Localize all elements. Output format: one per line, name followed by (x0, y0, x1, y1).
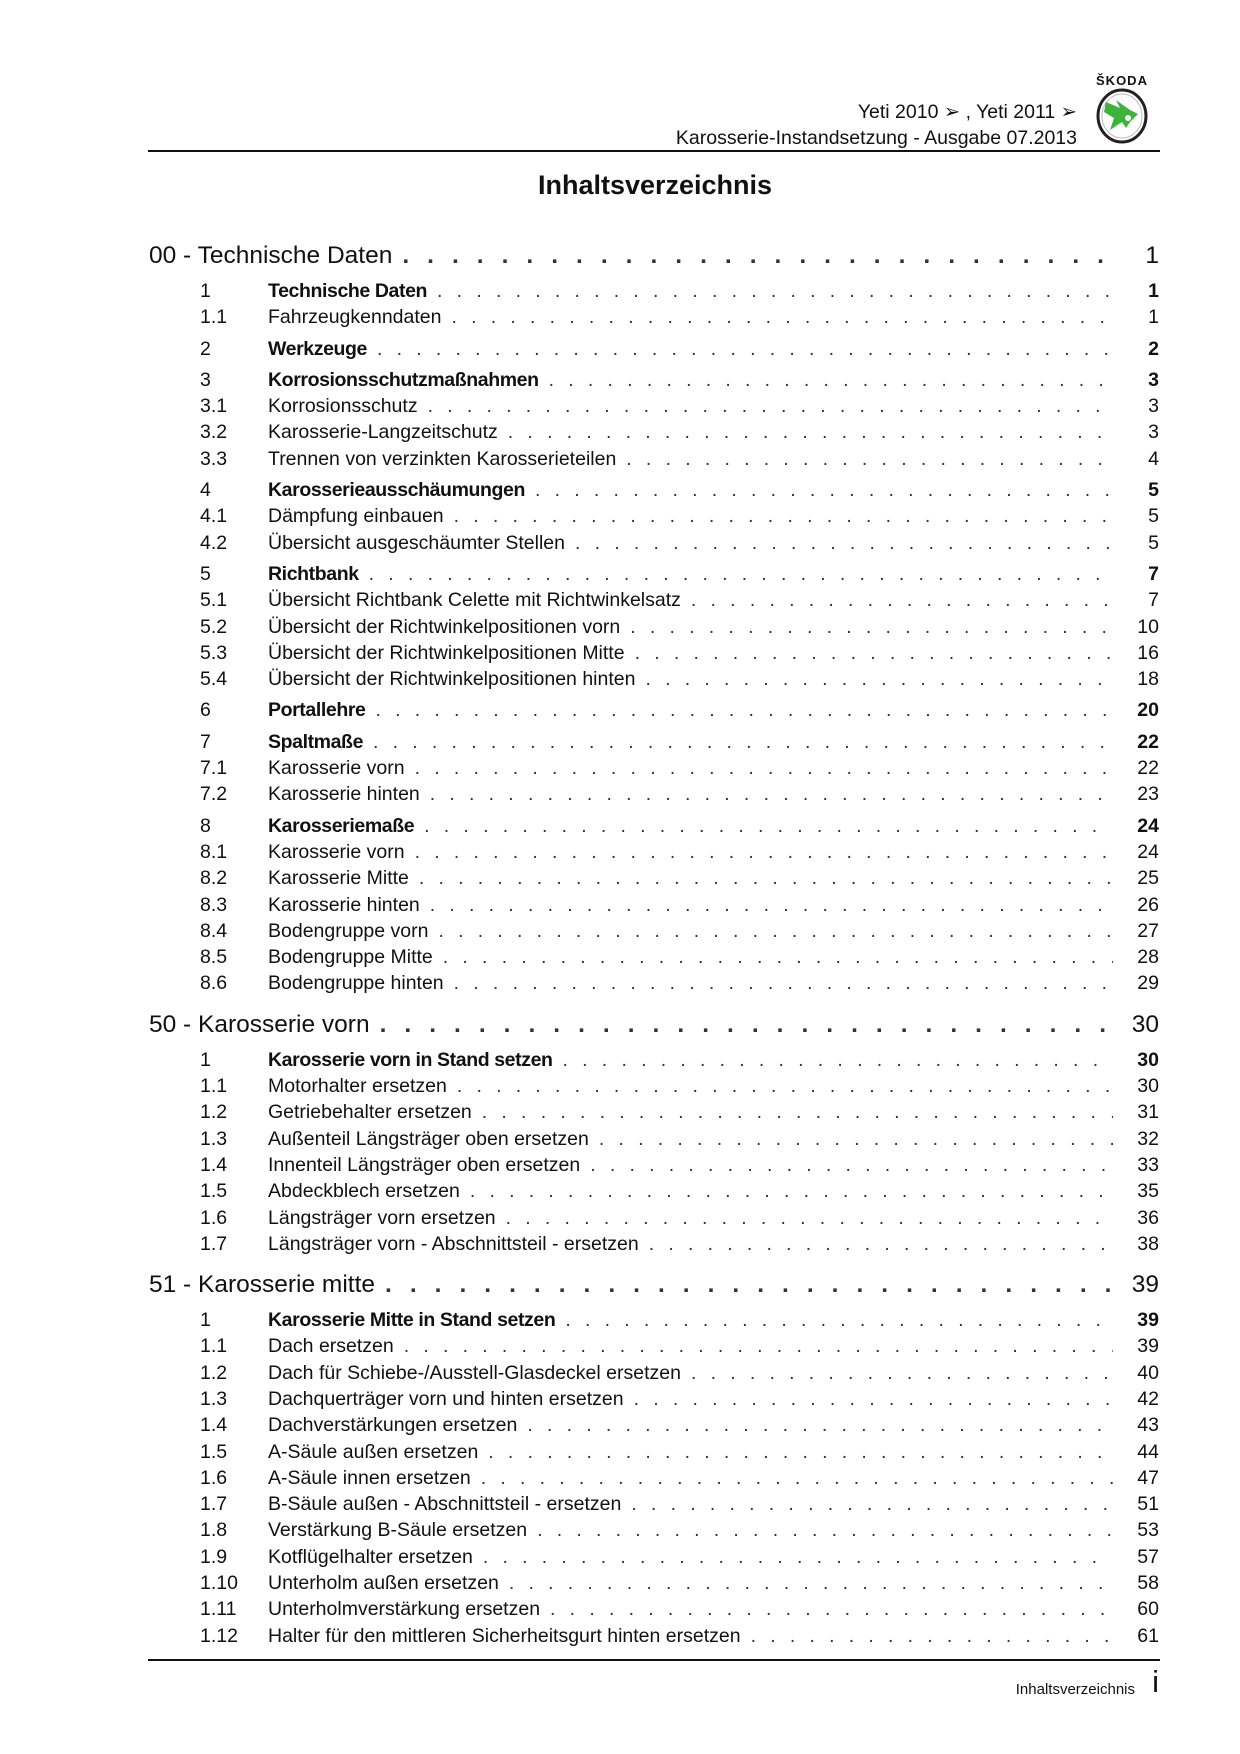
entry-page: 18 (1137, 668, 1159, 691)
entry-number: 8.1 (200, 840, 228, 863)
toc-entry-sub[interactable] (149, 668, 1159, 694)
entry-number: 1 (200, 280, 211, 302)
entry-label: B-Säule außen - Abschnittsteil - ersetzen (268, 1493, 622, 1516)
entry-label: Dach für Schiebe-/Ausstell-Glasdeckel ersetzen (268, 1361, 681, 1384)
brand-wordmark: ŠKODA (1096, 73, 1148, 88)
entry-number: 1.3 (200, 1387, 228, 1410)
toc-entry-sub[interactable] (149, 589, 1159, 615)
toc-entry-sub[interactable] (149, 946, 1159, 972)
entry-label: Längsträger vorn ersetzen (268, 1206, 496, 1229)
toc-entry-sub[interactable] (149, 1493, 1159, 1519)
entry-number: 5 (200, 562, 211, 585)
entry-number: 1.1 (200, 1335, 228, 1358)
entry-page: 36 (1137, 1206, 1159, 1229)
entry-page: 3 (1148, 421, 1159, 444)
toc-entry-chap[interactable] (149, 242, 1159, 275)
entry-number: 1.6 (200, 1206, 228, 1229)
header-subtitle: Karosserie-Instandsetzung - Ausgabe 07.2013 (675, 127, 1077, 149)
entry-number: 7.1 (200, 757, 228, 780)
dot-leader (457, 1075, 1113, 1098)
skoda-logo (1086, 73, 1158, 149)
dot-leader (454, 972, 1113, 995)
toc-entry-sec[interactable] (149, 699, 1159, 725)
dot-leader (645, 668, 1113, 691)
toc-entry-sub[interactable] (149, 1207, 1159, 1233)
toc-entry-sec[interactable] (149, 815, 1159, 841)
entry-number: 4 (200, 479, 211, 502)
dot-leader (377, 338, 1113, 361)
entry-label: Richtbank (268, 562, 359, 585)
table-of-contents (149, 242, 1159, 1651)
entry-number: 3.1 (200, 395, 228, 418)
toc-entry-sec[interactable] (149, 280, 1159, 306)
entry-number: 3.2 (200, 421, 228, 444)
toc-entry-sub[interactable] (149, 1233, 1159, 1259)
toc-entry-sub[interactable] (149, 616, 1159, 642)
entry-label: Karosserie hinten (268, 783, 420, 806)
entry-label: Unterholmverstärkung ersetzen (268, 1598, 541, 1621)
entry-page: 40 (1137, 1361, 1159, 1384)
entry-number: 1.7 (200, 1232, 228, 1255)
dot-leader (430, 894, 1113, 917)
entry-page: 20 (1137, 699, 1159, 722)
header-models: Yeti 2010 ➢ , Yeti 2011 ➢ (857, 101, 1077, 123)
toc-entry-sec[interactable] (149, 563, 1159, 589)
entry-number: 5.3 (200, 641, 228, 664)
toc-entry-sec[interactable] (149, 338, 1159, 364)
toc-entry-sec[interactable] (149, 479, 1159, 505)
entry-label: Dachquerträger vorn und hinten ersetzen (268, 1387, 624, 1410)
dot-leader (369, 563, 1113, 586)
entry-page: 39 (1131, 1271, 1159, 1299)
header-rule (148, 150, 1160, 152)
entry-number: 1.6 (200, 1466, 228, 1489)
entry-number: 8.2 (200, 867, 228, 890)
entry-page: 30 (1137, 1075, 1159, 1098)
toc-entry-sub[interactable] (149, 1180, 1159, 1206)
entry-label: Dachverstärkungen ersetzen (268, 1414, 518, 1437)
entry-number: 1.1 (200, 1075, 228, 1098)
entry-number: 1.2 (200, 1361, 228, 1384)
entry-label: A-Säule außen ersetzen (268, 1440, 479, 1463)
dot-leader (424, 815, 1113, 838)
dot-leader (415, 841, 1113, 864)
toc-entry-sub[interactable] (149, 894, 1159, 920)
entry-number: 8.6 (200, 972, 228, 995)
entry-number: 5.1 (200, 589, 228, 612)
dot-leader (691, 589, 1113, 612)
entry-label: Übersicht Richtbank Celette mit Richtwinkelsatz (268, 589, 681, 612)
entry-page: 27 (1137, 919, 1159, 942)
entry-label: Karosserie vorn in Stand setzen (268, 1048, 553, 1071)
toc-entry-sub[interactable] (149, 1625, 1159, 1651)
dot-leader (565, 1309, 1113, 1332)
entry-label: Trennen von verzinkten Karosserieteilen (268, 447, 617, 470)
toc-entry-sec[interactable] (149, 1049, 1159, 1075)
entry-label: Werkzeuge (268, 337, 367, 360)
entry-label: Halter für den mittleren Sicherheitsgurt hinten ersetzen (268, 1624, 741, 1647)
entry-page: 32 (1137, 1127, 1159, 1150)
entry-label: Übersicht der Richtwinkelpositionen vorn (268, 615, 621, 638)
entry-number: 4.1 (200, 505, 228, 528)
entry-number: 7.2 (200, 783, 228, 806)
entry-page: 3 (1148, 368, 1159, 391)
entry-page: 4 (1148, 447, 1159, 470)
entry-label: Übersicht der Richtwinkelpositionen hinten (268, 668, 636, 691)
entry-page: 10 (1137, 615, 1159, 638)
dot-leader (483, 1546, 1113, 1569)
toc-entry-sub[interactable] (149, 421, 1159, 447)
entry-number: 1.3 (200, 1127, 228, 1150)
entry-label: Karosserie-Langzeitschutz (268, 421, 498, 444)
entry-page: 33 (1137, 1153, 1159, 1176)
entry-number: 1.10 (200, 1572, 238, 1595)
dot-leader (631, 1493, 1113, 1516)
entry-number: 1.5 (200, 1440, 228, 1463)
entry-page: 53 (1137, 1519, 1159, 1542)
entry-page: 38 (1137, 1232, 1159, 1255)
entry-page: 1 (1148, 306, 1159, 329)
toc-entry-sub[interactable] (149, 867, 1159, 893)
entry-number: 7 (200, 730, 211, 753)
dot-leader (385, 1271, 1113, 1299)
toc-entry-sub[interactable] (149, 1128, 1159, 1154)
toc-entry-sub[interactable] (149, 1414, 1159, 1440)
toc-entry-sub[interactable] (149, 1388, 1159, 1414)
entry-label: 50 - Karosserie vorn (149, 1010, 370, 1038)
entry-page: 39 (1137, 1309, 1159, 1332)
toc-entry-sub[interactable] (149, 841, 1159, 867)
dot-leader (438, 920, 1113, 943)
toc-entry-sub[interactable] (149, 395, 1159, 421)
entry-page: 35 (1137, 1180, 1159, 1203)
toc-entry-sub[interactable] (149, 1467, 1159, 1493)
dot-leader (428, 395, 1113, 418)
entry-page: 30 (1137, 1048, 1159, 1071)
entry-number: 1.4 (200, 1414, 228, 1437)
entry-label: Längsträger vorn - Abschnittsteil - ersetzen (268, 1232, 639, 1255)
entry-number: 5.2 (200, 615, 228, 638)
entry-label: Karosserie vorn (268, 757, 405, 780)
entry-number: 1.5 (200, 1180, 228, 1203)
toc-entry-sub[interactable] (149, 1546, 1159, 1572)
dot-leader (373, 731, 1113, 754)
entry-number: 3 (200, 368, 211, 391)
page-title: Inhaltsverzeichnis (537, 170, 773, 200)
entry-page: 16 (1137, 641, 1159, 664)
dot-leader (649, 1233, 1113, 1256)
entry-page: 31 (1137, 1101, 1159, 1124)
entry-number: 1.7 (200, 1493, 228, 1516)
entry-page: 7 (1148, 589, 1159, 612)
entry-label: Innenteil Längsträger oben ersetzen (268, 1153, 581, 1176)
dot-leader (599, 1128, 1113, 1151)
entry-number: 8.4 (200, 919, 228, 942)
footer-page-number: i (1152, 1664, 1159, 1699)
entry-page: 60 (1137, 1598, 1159, 1621)
entry-page: 22 (1137, 730, 1159, 753)
entry-label: Karosserie Mitte in Stand setzen (268, 1309, 556, 1332)
toc-entry-sub[interactable] (149, 505, 1159, 531)
entry-label: Korrosionsschutzmaßnahmen (268, 368, 539, 391)
dot-leader (375, 699, 1113, 722)
entry-label: Karosserie vorn (268, 840, 405, 863)
entry-label: Außenteil Längsträger oben ersetzen (268, 1127, 589, 1150)
entry-page: 39 (1137, 1335, 1159, 1358)
dot-leader (509, 1572, 1113, 1595)
entry-label: 00 - Technische Daten (149, 242, 393, 269)
entry-label: Karosserieausschäumungen (268, 479, 526, 502)
entry-page: 44 (1137, 1440, 1159, 1463)
entry-label: Abdeckblech ersetzen (268, 1180, 460, 1203)
toc-entry-sub[interactable] (149, 920, 1159, 946)
dot-leader (488, 1441, 1113, 1464)
entry-label: Dämpfung einbauen (268, 505, 444, 528)
entry-number: 1.9 (200, 1545, 228, 1568)
entry-label: Motorhalter ersetzen (268, 1075, 447, 1098)
dot-leader (419, 867, 1113, 890)
entry-number: 1.2 (200, 1101, 228, 1124)
toc-entry-sub[interactable] (149, 1335, 1159, 1361)
entry-label: 51 - Karosserie mitte (149, 1271, 376, 1299)
footer-section: Inhaltsverzeichnis (1015, 1681, 1135, 1698)
entry-page: 30 (1131, 1010, 1159, 1038)
dot-leader (506, 1207, 1113, 1230)
toc-entry-sub[interactable] (149, 1101, 1159, 1127)
dot-leader (590, 1154, 1113, 1177)
entry-page: 2 (1148, 337, 1159, 360)
toc-entry-chap[interactable] (149, 1271, 1159, 1304)
toc-entry-sub[interactable] (149, 1441, 1159, 1467)
dot-leader (380, 1011, 1113, 1039)
entry-label: A-Säule innen ersetzen (268, 1466, 471, 1489)
toc-entry-sec[interactable] (149, 369, 1159, 395)
dot-leader (415, 757, 1113, 780)
toc-entry-sub[interactable] (149, 972, 1159, 998)
dot-leader (443, 946, 1113, 969)
entry-number: 8.3 (200, 893, 228, 916)
dot-leader (635, 642, 1113, 665)
footer-rule (148, 1659, 1160, 1661)
entry-number: 8.5 (200, 946, 228, 969)
dot-leader (430, 783, 1113, 806)
dot-leader (550, 1598, 1113, 1621)
entry-page: 26 (1137, 893, 1159, 916)
toc-entry-chap[interactable] (149, 1011, 1159, 1044)
entry-label: Technische Daten (268, 280, 428, 302)
entry-label: Verstärkung B-Säule ersetzen (268, 1519, 528, 1542)
entry-page: 29 (1137, 972, 1159, 995)
entry-label: Übersicht der Richtwinkelpositionen Mitte (268, 641, 625, 664)
toc-entry-sub[interactable] (149, 1362, 1159, 1388)
entry-page: 51 (1137, 1493, 1159, 1516)
dot-leader (454, 505, 1113, 528)
entry-page: 7 (1148, 562, 1159, 585)
entry-label: Übersicht ausgeschäumter Stellen (268, 531, 565, 554)
toc-entry-sub[interactable] (149, 783, 1159, 809)
entry-label: Karosserie Mitte (268, 867, 409, 890)
entry-number: 8 (200, 814, 211, 837)
entry-label: Kotflügelhalter ersetzen (268, 1545, 473, 1568)
entry-page: 5 (1148, 479, 1159, 502)
toc-entry-sub[interactable] (149, 306, 1159, 332)
skoda-arrow-icon (1086, 88, 1158, 144)
toc-entry-sub[interactable] (149, 1075, 1159, 1101)
dot-leader (630, 616, 1113, 639)
dot-leader (537, 1519, 1113, 1542)
entry-page: 22 (1137, 757, 1159, 780)
dot-leader (482, 1101, 1113, 1124)
entry-number: 1.1 (200, 306, 228, 329)
entry-label: Korrosionsschutz (268, 395, 418, 418)
entry-page: 42 (1137, 1387, 1159, 1410)
entry-number: 4.2 (200, 531, 228, 554)
entry-label: Portallehre (268, 699, 366, 722)
dot-leader (634, 1388, 1113, 1411)
entry-page: 28 (1137, 946, 1159, 969)
dot-leader (691, 1362, 1113, 1385)
entry-number: 2 (200, 337, 211, 360)
entry-page: 23 (1137, 783, 1159, 806)
entry-label: Bodengruppe vorn (268, 919, 429, 942)
toc-entry-sub[interactable] (149, 1572, 1159, 1598)
toc-entry-sub[interactable] (149, 1519, 1159, 1545)
entry-label: Bodengruppe Mitte (268, 946, 433, 969)
toc-entry-sub[interactable] (149, 642, 1159, 668)
entry-label: Fahrzeugkenndaten (268, 306, 442, 329)
entry-label: Unterholm außen ersetzen (268, 1572, 499, 1595)
entry-page: 24 (1137, 814, 1159, 837)
dot-leader (404, 1335, 1113, 1358)
toc-entry-sec[interactable] (149, 731, 1159, 757)
entry-page: 5 (1148, 505, 1159, 528)
dot-leader (470, 1180, 1113, 1203)
entry-label: Spaltmaße (268, 730, 364, 753)
entry-page: 25 (1137, 867, 1159, 890)
entry-number: 6 (200, 699, 211, 722)
dot-leader (575, 532, 1113, 555)
dot-leader (437, 280, 1113, 303)
entry-number: 5.4 (200, 668, 228, 691)
dot-leader (751, 1625, 1113, 1648)
entry-page: 58 (1137, 1572, 1159, 1595)
entry-page: 1 (1148, 280, 1159, 302)
dot-leader (402, 242, 1113, 270)
entry-page: 47 (1137, 1466, 1159, 1489)
dot-leader (549, 369, 1113, 392)
entry-page: 5 (1148, 531, 1159, 554)
entry-number: 3.3 (200, 447, 228, 470)
dot-leader (527, 1414, 1113, 1437)
entry-label: Getriebehalter ersetzen (268, 1101, 472, 1124)
dot-leader (626, 448, 1113, 471)
entry-label: Karosserie hinten (268, 893, 420, 916)
entry-number: 1.8 (200, 1519, 228, 1542)
entry-page: 61 (1137, 1624, 1159, 1647)
entry-number: 1.11 (200, 1598, 237, 1621)
toc-entry-sub[interactable] (149, 1598, 1159, 1624)
entry-number: 1.12 (200, 1624, 238, 1647)
dot-leader (535, 479, 1113, 502)
entry-page: 1 (1145, 242, 1159, 269)
toc-entry-sec[interactable] (149, 1309, 1159, 1335)
entry-number: 1.4 (200, 1153, 228, 1176)
toc-entry-sub[interactable] (149, 757, 1159, 783)
dot-leader (563, 1049, 1113, 1072)
toc-entry-sub[interactable] (149, 448, 1159, 474)
entry-label: Dach ersetzen (268, 1335, 394, 1358)
entry-page: 43 (1137, 1414, 1159, 1437)
entry-page: 3 (1148, 395, 1159, 418)
toc-entry-sub[interactable] (149, 532, 1159, 558)
entry-number: 1 (200, 1048, 211, 1071)
dot-leader (508, 421, 1113, 444)
entry-label: Karosseriemaße (268, 814, 415, 837)
entry-page: 57 (1137, 1545, 1159, 1568)
entry-label: Bodengruppe hinten (268, 972, 444, 995)
dot-leader (451, 306, 1113, 329)
toc-entry-sub[interactable] (149, 1154, 1159, 1180)
entry-number: 1 (200, 1309, 211, 1332)
entry-page: 24 (1137, 840, 1159, 863)
dot-leader (481, 1467, 1113, 1490)
